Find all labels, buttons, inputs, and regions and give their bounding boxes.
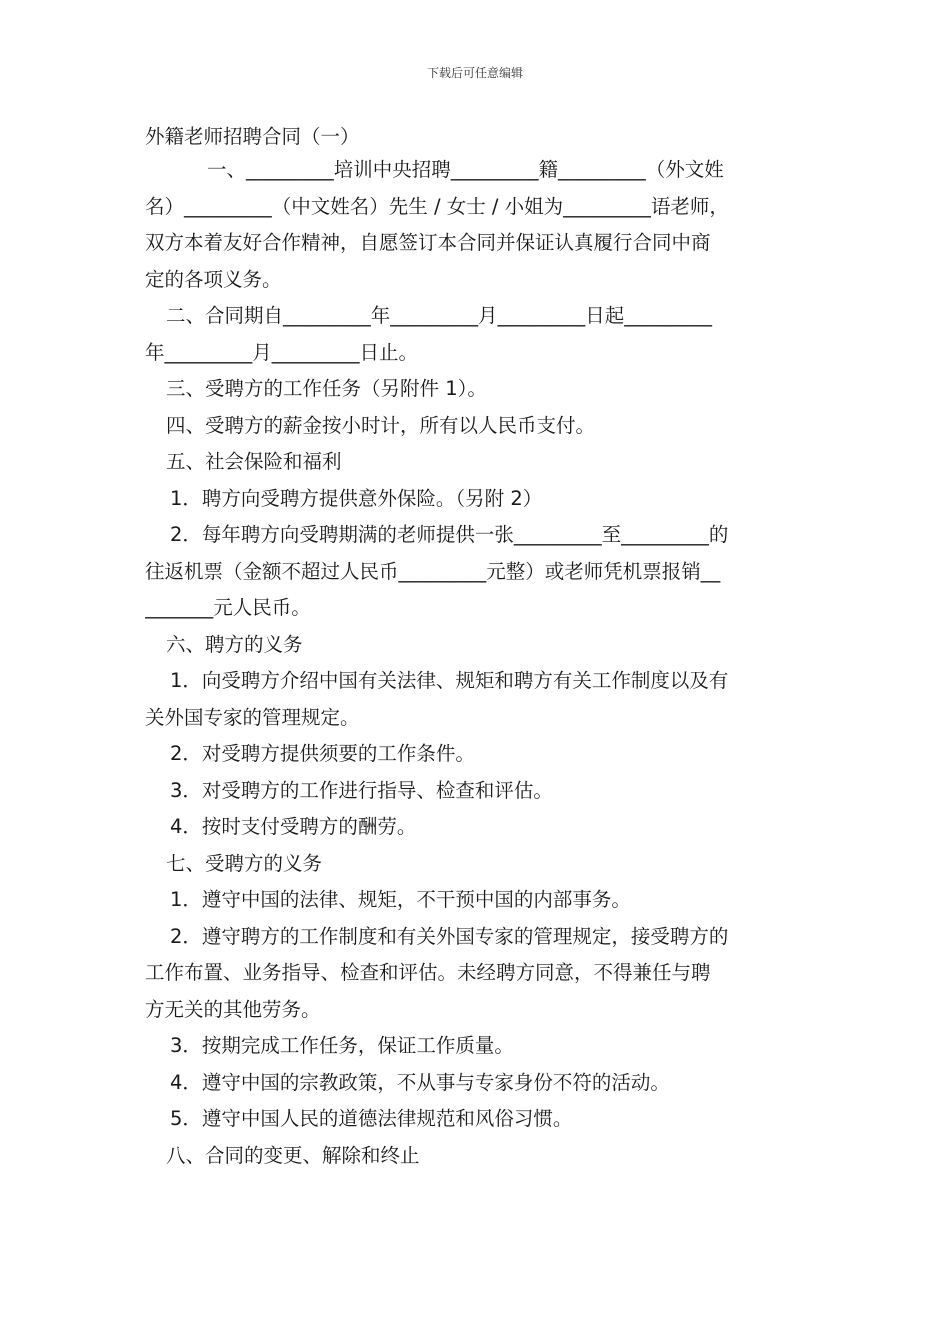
- list-item: 1．遵守中国的法律、规矩，不干预中国的内部事务。: [170, 888, 631, 911]
- page-header: 下载后可任意编辑: [426, 66, 523, 80]
- paragraph-line: 定的各项义务。: [145, 267, 282, 291]
- paragraph-line: 工作布置、业务指导、检查和评估。未经聘方同意，不得兼任与聘: [145, 961, 711, 984]
- list-item: 1．向受聘方介绍中国有关法律、规矩和聘方有关工作制度以及有: [170, 669, 729, 692]
- contract-document: [145, 122, 815, 1174]
- document-title: 外籍老师招聘合同（一）: [145, 125, 360, 148]
- paragraph-line: 方无关的其他劳务。: [145, 997, 321, 1021]
- section-heading: 五、社会保险和福利: [166, 450, 342, 473]
- paragraph-line: 年_________月_________日止。: [145, 340, 419, 364]
- section-heading: 七、受聘方的义务: [166, 851, 323, 875]
- list-item: 2．遵守聘方的工作制度和有关外国专家的管理规定，接受聘方的: [170, 924, 729, 948]
- list-item: 3．按期完成工作任务，保证工作质量。: [170, 1034, 514, 1057]
- list-item: 4．按时支付受聘方的酬劳。: [170, 815, 417, 838]
- list-item: 5．遵守中国人民的道德法律规范和风俗习惯。: [170, 1107, 573, 1130]
- section-heading: 六、聘方的义务: [166, 632, 303, 656]
- section-heading: 八、合同的变更、解除和终止: [166, 1143, 420, 1167]
- paragraph-line: 四、受聘方的薪金按小时计，所有以人民币支付。: [166, 413, 596, 437]
- paragraph-line: 名）_________（中文姓名）先生 / 女士 / 小姐为_________语老师，: [145, 194, 729, 218]
- list-item: 2．对受聘方提供须要的工作条件。: [170, 742, 475, 765]
- paragraph-line: 双方本着友好合作精神，自愿签订本合同并保证认真履行合同中商: [145, 231, 711, 254]
- list-item: 2．每年聘方向受聘期满的老师提供一张_________至_________的: [170, 523, 729, 546]
- list-item: 3．对受聘方的工作进行指导、检查和评估。: [170, 778, 553, 802]
- paragraph-line: 往返机票（金额不超过人民币_________元整）或老师凭机票报销__: [145, 559, 721, 583]
- paragraph-line: 三、受聘方的工作任务（另附件 1）。: [166, 377, 487, 400]
- paragraph-line: _______元人民币。: [145, 596, 311, 619]
- paragraph-line: 二、合同期自_________年_________月_________日起_________: [166, 304, 713, 327]
- list-item: 4．遵守中国的宗教政策，不从事与专家身份不符的活动。: [170, 1070, 670, 1094]
- list-item: 1．聘方向受聘方提供意外保险。（另附 2）: [170, 486, 543, 510]
- paragraph-line: 关外国专家的管理规定。: [145, 705, 360, 729]
- paragraph-line: 一、_________培训中央招聘_________籍_________（外文姓: [207, 158, 724, 181]
